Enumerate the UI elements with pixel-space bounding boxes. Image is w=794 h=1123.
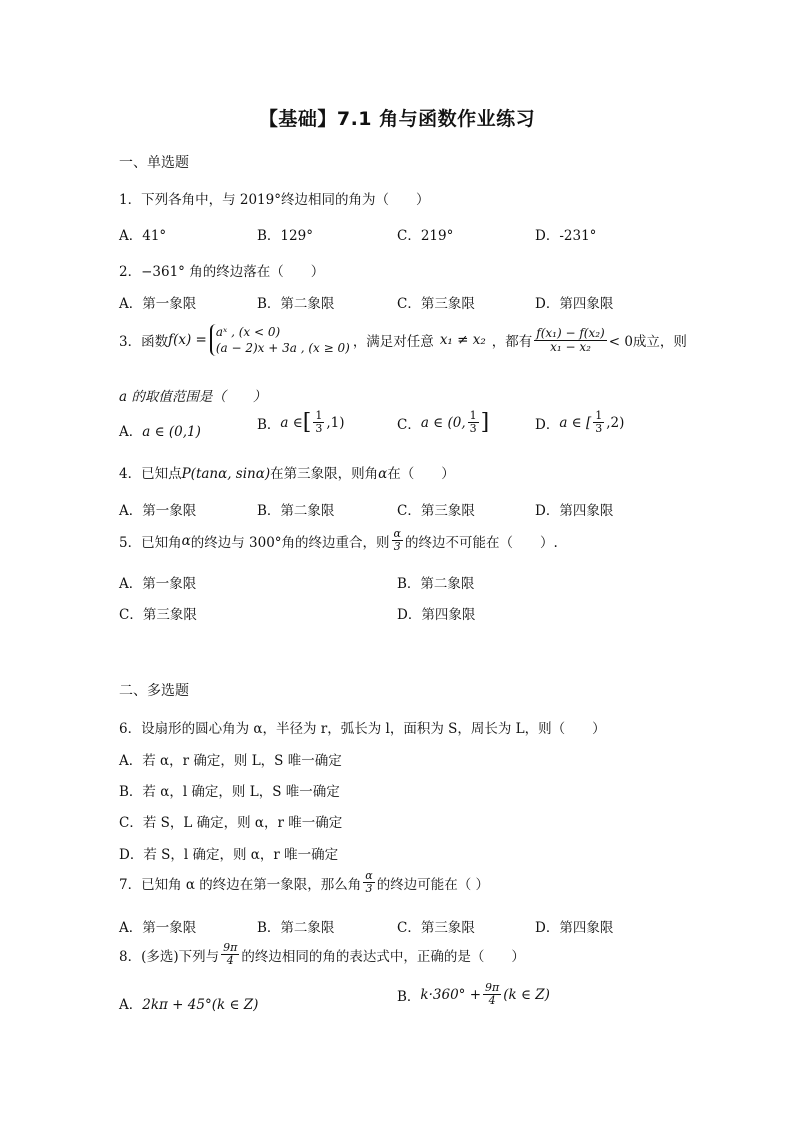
option-expression-suffix: ] (480, 409, 490, 435)
question-7-fraction (363, 870, 374, 895)
question-7-option-c: C．第三象限 (397, 920, 475, 936)
question-3-condition: x₁ ≠ x₂ (439, 332, 486, 349)
question-7-text (119, 870, 489, 895)
question-4-text (119, 462, 455, 482)
question-4-part-1: 4．已知点 (119, 466, 182, 482)
option-fraction-numerator: 1 (469, 409, 477, 422)
question-3-fraction (534, 327, 606, 354)
question-5-option-c: C．第三象限 (119, 607, 197, 623)
question-3-function: f(x) = (168, 332, 207, 349)
question-6-option-b: B．若 α，l 确定，则 L，S 唯一确定 (119, 784, 340, 800)
left-bracket-icon: [ (302, 409, 312, 435)
option-fraction (468, 410, 479, 435)
option-fraction (313, 410, 324, 435)
section-heading-multiple-choice: 二、多选题 (119, 683, 189, 699)
page-title: 【基础】7.1 角与函数作业练习 (258, 108, 536, 130)
question-5-option-b: B．第二象限 (397, 576, 475, 592)
question-7-fraction-numerator: α (365, 869, 373, 882)
question-4-expression: P(tanα, sinα) (181, 466, 271, 482)
option-fraction-denominator: 3 (469, 422, 477, 436)
question-3-case-2: (a − 2)x + 3a , (x ≥ 0) (215, 341, 350, 356)
question-7-option-a: A．第一象限 (119, 920, 197, 936)
option-fraction (593, 410, 604, 435)
question-7-option-d: D．第四象限 (535, 920, 614, 936)
question-8-option-b (397, 982, 550, 1007)
question-4-option-b: B．第二象限 (257, 503, 335, 519)
question-1-option-b: B．129° (257, 228, 313, 244)
option-expression-prefix: a ∈ [ (559, 414, 592, 431)
option-expression: a ∈ (0,1) (142, 424, 201, 440)
question-4-part-3: 在（ ） (387, 466, 455, 482)
question-4-option-a: A．第一象限 (119, 503, 197, 519)
question-5-text (119, 528, 558, 553)
question-3-fraction-numerator: f(x₁) − f(x₂) (536, 325, 605, 340)
question-8-fraction-numerator: 9π (223, 941, 238, 954)
question-4-option-c: C．第三象限 (397, 503, 475, 519)
option-fraction-denominator: 3 (595, 422, 603, 436)
option-expression-suffix: ,2) (606, 414, 625, 431)
question-3-prefix: 3．函数 (119, 334, 169, 351)
question-3-case-1: aˣ , (x < 0) (215, 325, 281, 339)
question-5-part-1: 5．已知角 (119, 534, 182, 551)
question-3-suffix: < 0成立，则 (608, 334, 687, 351)
option-label: A． (119, 997, 143, 1013)
question-4-part-2: 在第三象限，则角 (270, 466, 379, 482)
option-fraction-denominator: 3 (315, 422, 323, 436)
question-8-part-1: 8．(多选)下列与 (119, 948, 220, 965)
question-3-fraction-denominator: x₁ − x₂ (550, 339, 591, 354)
question-8-text (119, 942, 525, 967)
question-6-option-d: D．若 S，l 确定，则 α，r 唯一确定 (119, 847, 339, 863)
question-8-fraction (221, 942, 239, 967)
question-8-part-2: 的终边相同的角的表达式中，正确的是（ ） (241, 948, 525, 965)
question-7-option-b: B．第二象限 (257, 920, 335, 936)
question-2-option-c: C．第三象限 (397, 296, 475, 312)
option-expression-prefix: a ∈ (0, (420, 414, 466, 431)
option-fraction-numerator: 1 (595, 409, 603, 422)
option-label: A． (119, 424, 143, 440)
question-3-middle-2: ，都有 (491, 334, 533, 351)
option-expression-suffix: ,1) (326, 414, 345, 431)
question-3-line-2: a 的取值范围是（ ） (119, 389, 267, 405)
question-3-option-c (397, 410, 489, 435)
option-fraction-denominator: 4 (488, 994, 496, 1008)
option-label: C． (397, 416, 421, 433)
question-2-option-b: B．第二象限 (257, 296, 335, 312)
question-2-option-d: D．第四象限 (535, 296, 614, 312)
option-label: B． (397, 988, 421, 1005)
question-6-option-a: A．若 α，r 确定，则 L，S 唯一确定 (119, 753, 342, 769)
option-label: B． (257, 416, 281, 433)
question-5-fraction-denominator: 3 (393, 540, 401, 554)
question-4-alpha: α (378, 466, 388, 482)
option-expression-prefix: k·360° + (420, 986, 482, 1003)
question-4-option-d: D．第四象限 (535, 503, 614, 519)
question-5-alpha: α (181, 532, 191, 549)
question-8-option-a (119, 993, 258, 1013)
question-5-part-2: 的终边与 300°角的终边重合，则 (190, 534, 390, 551)
question-3-middle: ，满足对任意 (352, 334, 434, 351)
question-3-option-b (257, 410, 345, 435)
question-1-option-d: D．-231° (535, 228, 597, 244)
option-expression-prefix: a ∈ (280, 414, 303, 431)
question-1-text: 1．下列各角中，与 2019°终边相同的角为（ ） (119, 192, 430, 208)
question-5-part-3: 的终边不可能在（ ）. (404, 534, 558, 551)
option-fraction-numerator: 9π (485, 981, 500, 994)
question-7-part-1: 7．已知角 α 的终边在第一象限，那么角 (119, 876, 362, 893)
question-3-piecewise (210, 324, 350, 356)
question-6-option-c: C．若 S，L 确定，则 α，r 唯一确定 (119, 815, 343, 831)
question-3-text (119, 324, 687, 356)
question-5-option-d: D．第四象限 (397, 607, 476, 623)
question-1-option-a: A．41° (119, 228, 167, 244)
option-expression: 2kπ + 45°(k ∈ Z) (142, 997, 259, 1013)
question-5-fraction (392, 528, 403, 553)
option-label: D． (535, 416, 560, 433)
option-expression-suffix: (k ∈ Z) (503, 986, 550, 1003)
question-2-text: 2．−361° 角的终边落在（ ） (119, 264, 325, 280)
question-8-fraction-denominator: 4 (226, 954, 234, 968)
question-3-option-a (119, 420, 201, 440)
question-7-fraction-denominator: 3 (365, 882, 373, 896)
option-fraction (483, 982, 501, 1007)
section-heading-single-choice: 一、单选题 (119, 155, 189, 171)
question-5-fraction-numerator: α (393, 527, 401, 540)
question-7-part-2: 的终边可能在（ ） (376, 876, 490, 893)
question-3-option-d (535, 410, 624, 435)
question-6-text: 6．设扇形的圆心角为 α，半径为 r，弧长为 l，面积为 S，周长为 L，则（ ） (119, 721, 606, 737)
question-5-option-a: A．第一象限 (119, 576, 197, 592)
option-fraction-numerator: 1 (315, 409, 323, 422)
question-2-option-a: A．第一象限 (119, 296, 197, 312)
question-1-option-c: C．219° (397, 228, 454, 244)
